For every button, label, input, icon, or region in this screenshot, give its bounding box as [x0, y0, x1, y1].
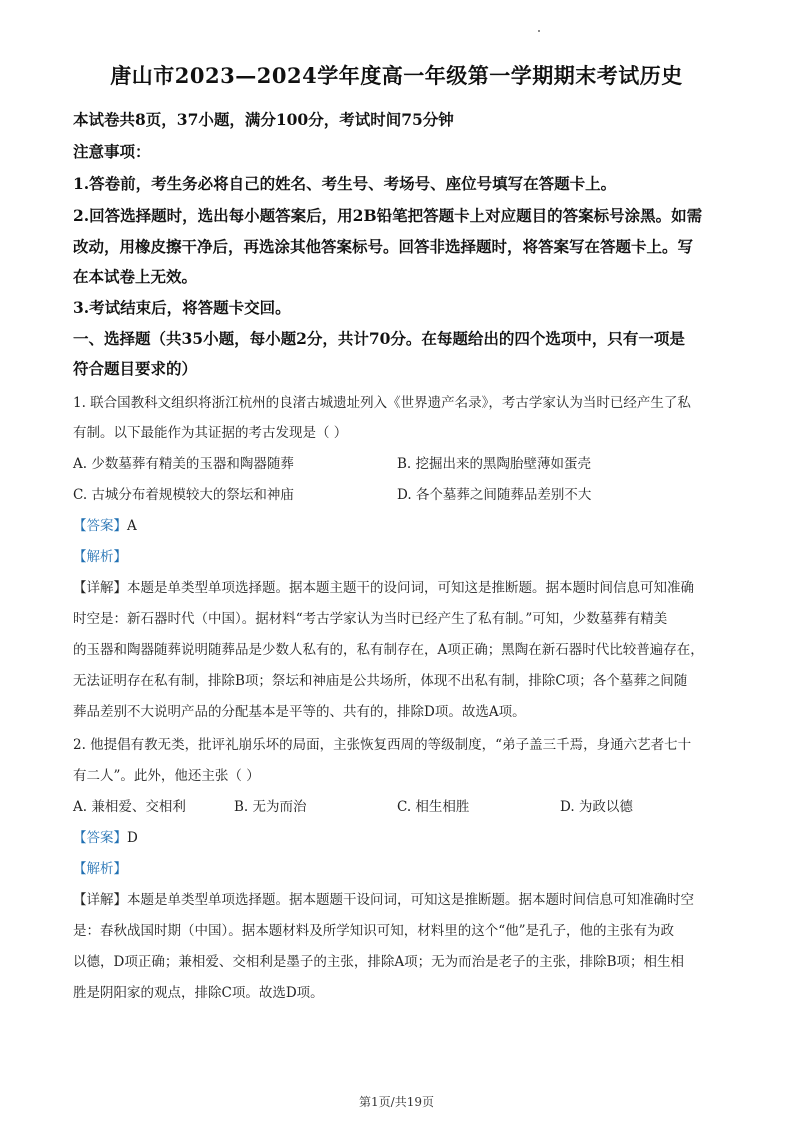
question-2-option-d: D. 为政以德	[560, 799, 633, 815]
note-2-line-2: 改动，用橡皮擦干净后，再选涂其他答案标号。回答非选择题时，将答案写在答题卡上。写	[73, 237, 694, 256]
question-2-answer	[73, 826, 733, 846]
answer-label: 【答案】	[73, 830, 127, 846]
section-1-heading-line-1: 一、选择题（共35小题，每小题2分，共计70分。在每题给出的四个选项中，只有一项是	[73, 329, 685, 348]
page-footer: 第1页/共19页	[359, 1095, 434, 1109]
page-title: 唐山市2023—2024学年度高一年级第一学期期末考试历史	[110, 63, 683, 88]
scan-dot	[538, 30, 540, 32]
question-2-stem-line-1: 2. 他提倡有教无类，批评礼崩乐坏的局面，主张恢复西周的等级制度，“弟子盖三千焉，身通六艺者七十	[73, 737, 692, 753]
section-1-heading-line-2: 符合题目要求的）	[73, 359, 198, 378]
answer-value: D	[127, 830, 138, 846]
note-1: 1.答卷前，考生务必将自己的姓名、考生号、考场号、座位号填写在答题卡上。	[73, 174, 617, 193]
question-1-answer	[73, 514, 733, 534]
note-3: 3.考试结束后，将答题卡交回。	[73, 298, 291, 317]
question-2-detail-line-1: 【详解】本题是单类型单项选择题。据本题题干设问词，可知这是推断题。据本题时间信息可知准确时空	[73, 892, 694, 908]
question-1-stem-line-2: 有制。以下最能作为其证据的考古发现是（ ）	[73, 425, 348, 441]
note-2-line-3: 在本试卷上无效。	[73, 267, 198, 286]
question-1-option-d: D. 各个墓葬之间随葬品差别不大	[397, 487, 592, 503]
question-1-detail-line-5: 葬品差别不大说明产品的分配基本是平等的、共有的，排除D项。故选A项。	[73, 704, 526, 720]
answer-label: 【答案】	[73, 518, 127, 534]
question-2-option-b: B. 无为而治	[234, 799, 307, 815]
question-2-analysis-label: 【解析】	[73, 861, 127, 877]
note-2-line-1: 2.回答选择题时，选出每小题答案后，用2B铅笔把答题卡上对应题目的答案标号涂黑。如需	[73, 206, 703, 225]
question-2-option-c: C. 相生相胜	[397, 799, 470, 815]
question-2-detail-line-2: 是：春秋战国时期（中国）。据本题材料及所学知识可知，材料里的这个“他”是孔子，他的主张有为政	[73, 923, 675, 939]
question-1-detail-line-2: 时空是：新石器时代（中国）。据材料“考古学家认为当时已经产生了私有制。”可知，少数墓葬有精美	[73, 611, 668, 627]
question-1-detail-line-3: 的玉器和陶器随葬说明随葬品是少数人私有的，私有制存在，A项正确；黑陶在新石器时代比较普遍存在，	[73, 642, 704, 658]
question-2-stem-line-2: 有二人”。此外，他还主张（ ）	[73, 768, 260, 784]
question-2-detail-line-4: 胜是阴阳家的观点，排除C项。故选D项。	[73, 985, 324, 1001]
question-1-detail-line-4: 无法证明存在私有制，排除B项；祭坛和神庙是公共场所，体现不出私有制，排除C项；各个墓葬之间随	[73, 673, 688, 689]
question-1-stem-line-1: 1. 联合国教科文组织将浙江杭州的良渚古城遗址列入《世界遗产名录》，考古学家认为当时已经产生了私	[73, 395, 691, 411]
answer-value: A	[127, 518, 137, 534]
question-1-detail-line-1: 【详解】本题是单类型单项选择题。据本题主题干的设问词，可知这是推断题。据本题时间信息可知准确	[73, 580, 694, 596]
notes-heading: 注意事项：	[73, 142, 151, 161]
question-1-option-b: B. 挖掘出来的黑陶胎壁薄如蛋壳	[397, 456, 592, 472]
question-2-option-a: A. 兼相爱、交相利	[73, 799, 186, 815]
exam-intro: 本试卷共8页，37小题，满分100分，考试时间75分钟	[73, 110, 454, 129]
question-1-option-c: C. 古城分布着规模较大的祭坛和神庙	[73, 487, 294, 503]
question-1-analysis-label: 【解析】	[73, 549, 127, 565]
question-2-detail-line-3: 以德，D项正确；兼相爱、交相利是墨子的主张，排除A项；无为而治是老子的主张，排除B项；相生相	[73, 954, 684, 970]
question-1-option-a: A. 少数墓葬有精美的玉器和陶器随葬	[73, 456, 294, 472]
